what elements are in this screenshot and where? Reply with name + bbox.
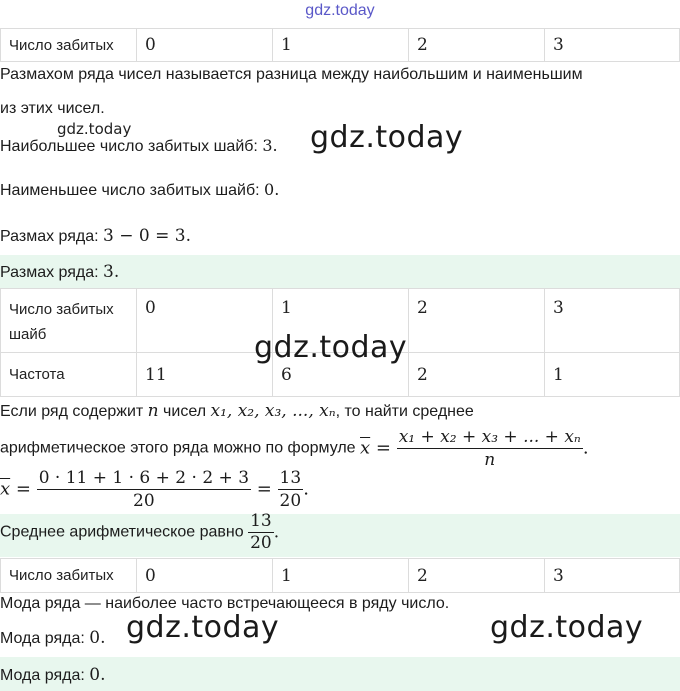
table-cell: 2 [409,289,545,353]
range-calc-line [0,226,191,246]
table-cell: 3 [545,289,680,353]
max-goals-value: 3. [262,136,278,155]
range-definition-line1: Размахом ряда чисел называется разница между наибольшим и наименьшим [0,66,583,83]
mode-line [0,628,105,648]
mean-def-text: чисел [158,403,211,420]
mean-xbar: $\overline{x}$ [360,437,371,459]
range-answer-text: Размах ряда: [0,264,104,281]
watermark-top: gdz.today [305,2,375,19]
max-goals-text: Наибольшее число забитых шайб: [0,138,263,155]
mean-definition-line2 [0,426,589,471]
mean-answer-line [0,511,279,554]
table-cell: 6 [273,353,409,397]
mean-calc-line [0,467,309,512]
fraction-numerator: 0 · 11 + 1 · 6 + 2 · 2 + 3 [38,468,250,488]
table-row [1,29,680,62]
watermark-small: gdz.today [57,120,132,138]
table-cell: 0 [137,29,273,62]
table-label-line2: шайб [9,326,47,343]
mean-result-fraction [278,467,304,512]
fraction-denominator: 20 [250,533,272,553]
mode-answer-text: Мода ряда: [0,667,90,684]
table-cell: 1 [273,29,409,62]
mean-answer-fraction [248,511,274,554]
table-cell-label: Число забитых [1,29,137,62]
fraction-denominator: 20 [279,491,302,511]
mean-formula-fraction [397,426,583,471]
table-row [1,559,680,593]
range-calc-text: Размах ряда: [0,228,104,245]
mean-def-eq: = [370,437,397,459]
table-cell-label: Частота [1,353,137,397]
mean-calc-fraction [37,467,251,512]
watermark: gdz.today [126,610,280,645]
table-goals-1 [0,28,680,62]
range-definition-line2: из этих чисел. [0,100,105,117]
mean-calc-eq: = [251,478,278,500]
watermark: gdz.today [310,120,464,155]
table-cell: 2 [409,29,545,62]
min-goals-line [0,180,279,200]
table-cell: 1 [273,289,409,353]
range-answer-line [0,262,119,282]
watermark: gdz.today [490,610,644,645]
mean-xbar: $\overline{x}$ [0,478,11,500]
fraction-denominator: n [484,450,496,470]
table-cell: 1 [545,353,680,397]
fraction-denominator: 20 [133,491,155,511]
fraction-numerator: 13 [250,511,272,531]
mean-definition-line1 [0,401,474,421]
mode-answer-line [0,665,105,685]
table-cell: 1 [273,559,409,593]
fraction-numerator: x₁ + x₂ + x₃ + ... + xₙ [398,427,581,447]
table-cell: 11 [137,353,273,397]
table-cell: 2 [409,559,545,593]
mode-line-value: 0. [89,628,106,648]
mean-def-text: арифметическое этого ряда можно по формуле [0,439,361,457]
mean-def-text: , то найти среднее [335,403,474,420]
min-goals-text: Наименьшее число забитых шайб: [0,182,265,199]
mean-answer-text: Среднее арифметическое равно [0,523,249,541]
mean-def-n: n [147,401,159,421]
mean-calc-dot: . [303,478,309,500]
table-label-line1: Число забитых [9,301,114,318]
mean-calc-eq: = [10,478,37,500]
mean-def-dot: . [582,437,589,459]
max-goals-line [0,136,278,156]
mean-def-sequence: x₁, x₂, x₃, ..., xₙ [210,401,336,421]
watermark: gdz.today [254,330,408,365]
table-cell: 0 [137,559,273,593]
table-goals-3 [0,558,680,593]
min-goals-value: 0. [264,180,280,199]
fraction-numerator: 13 [279,468,302,488]
table-cell: 3 [545,29,680,62]
mean-def-text: Если ряд содержит [0,403,148,420]
table-cell: 3 [545,559,680,593]
mean-answer-dot: . [273,522,280,543]
mode-answer-value: 0. [89,665,106,685]
table-cell: 2 [409,353,545,397]
mode-line-text: Мода ряда: [0,630,90,647]
range-calc-expr: 3 − 0 = 3. [103,226,192,246]
mode-definition-line: Мода ряда — наиболее часто встречающееся в ряду число. [0,595,450,612]
range-answer-value: 3. [103,262,120,282]
table-cell-label: Число забитых [1,559,137,593]
table-cell-label [1,289,137,353]
table-cell: 0 [137,289,273,353]
